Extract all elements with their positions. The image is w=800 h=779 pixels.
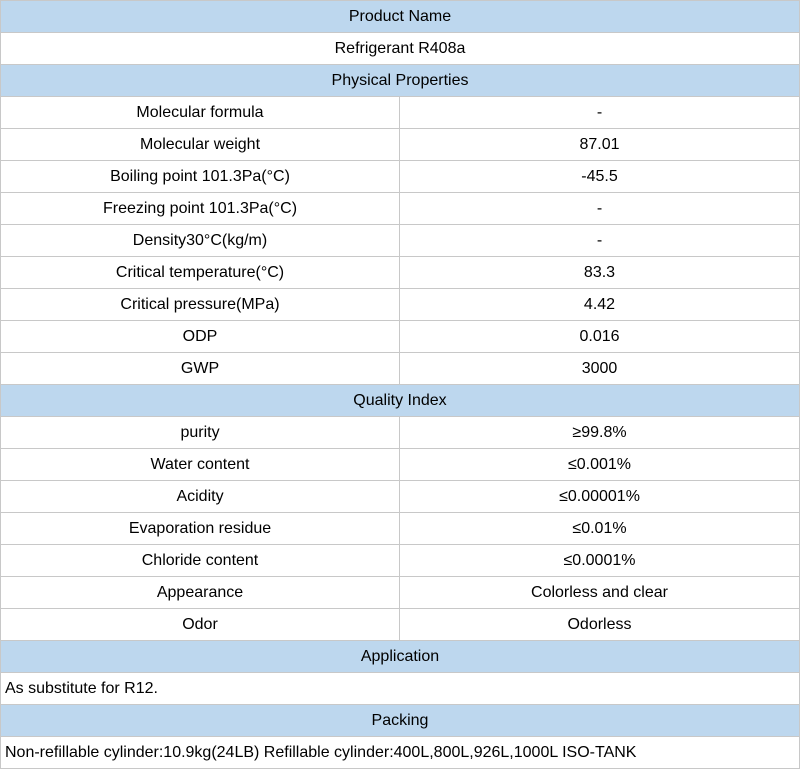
- property-value: 4.42: [583, 295, 616, 313]
- property-value: Colorless and clear: [531, 583, 668, 601]
- table-row: [0, 289, 800, 321]
- section-header-packing: [0, 705, 800, 737]
- application-text: As substitute for R12.: [5, 679, 158, 697]
- table-row: [0, 129, 800, 161]
- property-label: Appearance: [1, 577, 400, 608]
- property-value: ≤0.001%: [567, 455, 632, 473]
- property-value: -45.5: [581, 167, 618, 185]
- table-row: [0, 577, 800, 609]
- section-header-quality-index: [0, 385, 800, 417]
- property-label: Odor: [1, 609, 400, 640]
- property-label: Boiling point 101.3Pa(°C): [1, 161, 400, 192]
- section-header-product-name: [0, 1, 800, 33]
- property-value: -: [596, 103, 603, 121]
- property-value: 0.016: [579, 327, 620, 345]
- property-label: purity: [1, 417, 400, 448]
- table-row: [0, 481, 800, 513]
- header-label: Quality Index: [353, 391, 447, 409]
- property-label: Acidity: [1, 481, 400, 512]
- table-row: [0, 257, 800, 289]
- packing-row: [0, 737, 800, 769]
- property-label: Critical temperature(°C): [1, 257, 400, 288]
- property-value: ≤0.0001%: [563, 551, 636, 569]
- header-label: Application: [360, 647, 440, 665]
- packing-text: Non-refillable cylinder:10.9kg(24LB) Refillable cylinder:400L,800L,926L,1000L ISO-TANK: [5, 743, 637, 761]
- property-value: -: [596, 199, 603, 217]
- table-row: [0, 353, 800, 385]
- table-row: [0, 97, 800, 129]
- property-label: Critical pressure(MPa): [1, 289, 400, 320]
- property-value: Odorless: [567, 615, 632, 633]
- property-label: Water content: [1, 449, 400, 480]
- header-label: Packing: [371, 711, 429, 729]
- product-name-value: Refrigerant R408a: [334, 39, 466, 57]
- table-row: [0, 193, 800, 225]
- product-name-row: [0, 33, 800, 65]
- property-value: 83.3: [583, 263, 616, 281]
- property-value: ≤0.01%: [572, 519, 627, 537]
- table-row: [0, 225, 800, 257]
- application-row: [0, 673, 800, 705]
- property-label: Chloride content: [1, 545, 400, 576]
- property-label: GWP: [1, 353, 400, 384]
- property-label: Molecular formula: [1, 97, 400, 128]
- table-row: [0, 161, 800, 193]
- property-value: ≤0.00001%: [559, 487, 640, 505]
- property-value: 3000: [581, 359, 618, 377]
- table-row: [0, 449, 800, 481]
- header-label: Physical Properties: [331, 71, 469, 89]
- property-label: Molecular weight: [1, 129, 400, 160]
- property-label: ODP: [1, 321, 400, 352]
- section-header-application: [0, 641, 800, 673]
- property-label: Freezing point 101.3Pa(°C): [1, 193, 400, 224]
- property-label: Evaporation residue: [1, 513, 400, 544]
- table-row: [0, 609, 800, 641]
- table-row: [0, 513, 800, 545]
- property-value: ≥99.8%: [572, 423, 627, 441]
- header-label: Product Name: [348, 7, 452, 25]
- property-value: 87.01: [579, 135, 620, 153]
- table-row: [0, 545, 800, 577]
- section-header-physical-properties: [0, 65, 800, 97]
- table-row: [0, 417, 800, 449]
- table-row: [0, 321, 800, 353]
- property-value: -: [596, 231, 603, 249]
- property-label: Density30°C(kg/m): [1, 225, 400, 256]
